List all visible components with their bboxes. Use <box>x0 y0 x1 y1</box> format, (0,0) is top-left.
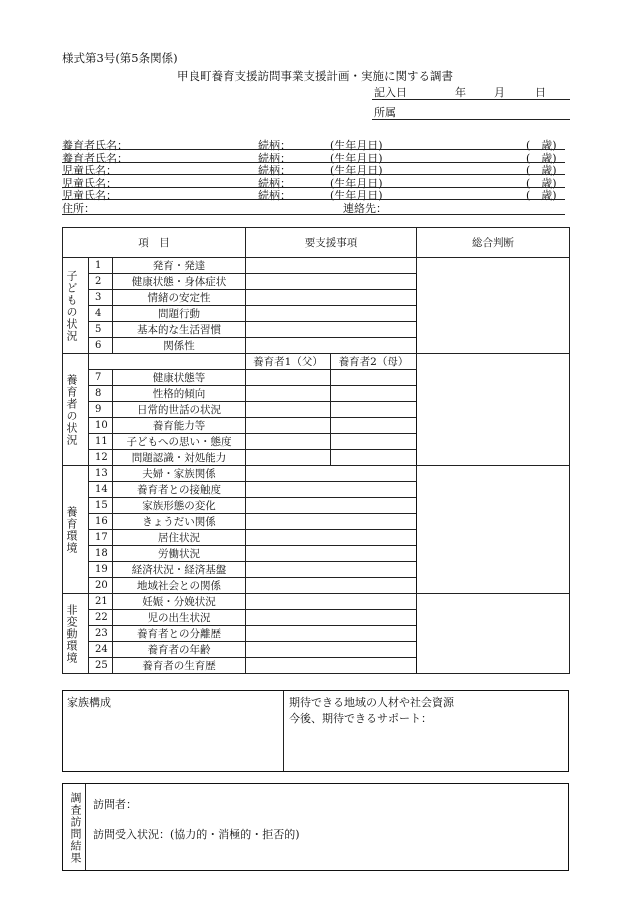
item-number: 24 <box>89 642 113 658</box>
support-cell[interactable] <box>246 642 417 658</box>
visit-divider <box>85 784 86 870</box>
person-age-label: ( 歳) <box>526 164 557 178</box>
guardian1-header: 養育者1（父） <box>246 354 331 370</box>
item-label: 労働状況 <box>113 546 246 562</box>
support-cell[interactable] <box>246 658 417 674</box>
item-label: 養育者との分離歴 <box>113 626 246 642</box>
person-birth-label: (生年月日) <box>330 189 383 203</box>
record-date-underline <box>372 99 570 100</box>
person-age-label: ( 歳) <box>526 139 557 152</box>
guardian2-cell[interactable] <box>331 370 417 386</box>
item-label: 経済状況・経済基盤 <box>113 562 246 578</box>
guardian2-header: 養育者2（母） <box>331 354 417 370</box>
item-number: 12 <box>89 450 113 466</box>
item-number: 16 <box>89 514 113 530</box>
assessment-table <box>62 227 570 674</box>
record-date-label: 記入日 <box>374 86 407 99</box>
future-support-label: 今後、期待できるサポート： <box>289 712 432 725</box>
item-number: 21 <box>89 594 113 610</box>
item-label: 問題認識・対処能力 <box>113 450 246 466</box>
person-birth-label: (生年月日) <box>330 176 383 190</box>
support-cell[interactable] <box>246 594 417 610</box>
item-label: 児の出生状況 <box>113 610 246 626</box>
item-number: 6 <box>89 338 113 354</box>
section-label: 子どもの状況 <box>65 269 78 342</box>
item-number: 7 <box>89 370 113 386</box>
person-name-label: 養育者氏名： <box>62 151 128 165</box>
month-label: 月 <box>494 86 505 99</box>
visit-section-label: 調査訪問結果 <box>69 792 82 864</box>
person-underline <box>62 149 565 150</box>
support-cell[interactable] <box>246 258 417 274</box>
support-cell[interactable] <box>246 514 417 530</box>
judgment-cell[interactable] <box>417 466 570 594</box>
column-header-item: 項 目 <box>63 228 246 258</box>
person-relation-label: 続柄： <box>258 139 291 152</box>
item-label: 妊娠・分娩状況 <box>113 594 246 610</box>
document-title: 甲良町養育支援訪問事業支援計画・実施に関する調書 <box>177 69 453 83</box>
section-cell <box>63 466 89 594</box>
support-cell[interactable] <box>246 466 417 482</box>
item-label: 子どもへの思い・態度 <box>113 434 246 450</box>
person-relation-label: 続柄： <box>258 176 291 190</box>
support-cell[interactable] <box>246 482 417 498</box>
person-age-label: ( 歳) <box>526 189 557 203</box>
affiliation-underline <box>372 119 570 120</box>
judgment-cell[interactable] <box>417 354 570 466</box>
section-cell <box>63 354 89 466</box>
acceptance-label: 訪問受入状況：(協力的・消極的・拒否的) <box>93 828 300 841</box>
contact-label: 連絡先： <box>343 202 387 215</box>
item-label: 居住状況 <box>113 530 246 546</box>
person-age-label: ( 歳) <box>526 176 557 190</box>
form-number: 様式第3号(第5条関係) <box>62 51 178 65</box>
guardian1-cell[interactable] <box>246 402 331 418</box>
guardian-header-row <box>63 354 570 370</box>
item-label: 養育能力等 <box>113 418 246 434</box>
affiliation-label: 所属 <box>374 106 396 119</box>
column-header-judgment: 総合判断 <box>417 228 570 258</box>
section-label: 非変動環境 <box>65 603 78 664</box>
person-birth-label: (生年月日) <box>330 139 383 152</box>
person-age-label: ( 歳) <box>526 151 557 165</box>
section-label: 養育環境 <box>65 505 78 554</box>
item-number: 2 <box>89 274 113 290</box>
person-relation-label: 続柄： <box>258 164 291 178</box>
address-label: 住所： <box>62 202 95 215</box>
item-number: 13 <box>89 466 113 482</box>
item-number: 20 <box>89 578 113 594</box>
item-number: 4 <box>89 306 113 322</box>
item-label: 養育者の年齢 <box>113 642 246 658</box>
person-underline <box>62 174 565 175</box>
family-label: 家族構成 <box>67 696 111 709</box>
item-number: 11 <box>89 434 113 450</box>
person-underline <box>62 187 565 188</box>
section-cell <box>63 258 89 354</box>
table-row <box>63 466 570 482</box>
item-number: 25 <box>89 658 113 674</box>
table-row <box>63 594 570 610</box>
person-name-label: 児童氏名： <box>62 176 117 190</box>
column-header-support: 要支援事項 <box>246 228 417 258</box>
table-row <box>63 258 570 274</box>
support-cell[interactable] <box>246 562 417 578</box>
family-divider <box>283 691 284 771</box>
person-name-label: 児童氏名： <box>62 164 117 178</box>
judgment-cell[interactable] <box>417 258 570 354</box>
guardian2-cell[interactable] <box>331 418 417 434</box>
resources-label: 期待できる地域の人材や社会資源 <box>289 696 454 709</box>
item-number: 17 <box>89 530 113 546</box>
item-number: 23 <box>89 626 113 642</box>
item-number: 1 <box>89 258 113 274</box>
item-number: 14 <box>89 482 113 498</box>
item-number: 3 <box>89 290 113 306</box>
section-cell <box>63 594 89 674</box>
item-label: 健康状態・身体症状 <box>113 274 246 290</box>
address-underline <box>62 214 565 215</box>
item-label: 日常的世話の状況 <box>113 402 246 418</box>
guardian2-cell[interactable] <box>331 386 417 402</box>
guardian2-cell[interactable] <box>331 402 417 418</box>
support-cell[interactable] <box>246 322 417 338</box>
item-label: 問題行動 <box>113 306 246 322</box>
person-birth-label: (生年月日) <box>330 164 383 178</box>
person-relation-label: 続柄： <box>258 189 291 203</box>
year-label: 年 <box>455 86 466 99</box>
support-cell[interactable] <box>246 578 417 594</box>
item-label: 夫婦・家族関係 <box>113 466 246 482</box>
item-label: 健康状態等 <box>113 370 246 386</box>
item-number: 8 <box>89 386 113 402</box>
item-label: 地域社会との関係 <box>113 578 246 594</box>
family-box <box>62 690 569 772</box>
item-label: 家族形態の変化 <box>113 498 246 514</box>
person-name-label: 児童氏名： <box>62 189 117 203</box>
support-cell[interactable] <box>246 530 417 546</box>
section-label: 養育者の状況 <box>65 373 78 446</box>
item-number: 18 <box>89 546 113 562</box>
person-underline <box>62 162 565 163</box>
guardian2-cell[interactable] <box>331 434 417 450</box>
support-cell[interactable] <box>246 546 417 562</box>
item-label: 基本的な生活習慣 <box>113 322 246 338</box>
visitor-label: 訪問者： <box>93 798 137 811</box>
item-label: きょうだい関係 <box>113 514 246 530</box>
person-underline <box>62 199 565 200</box>
item-number: 22 <box>89 610 113 626</box>
item-number: 19 <box>89 562 113 578</box>
judgment-cell[interactable] <box>417 594 570 674</box>
blank-cell <box>89 354 246 370</box>
item-label: 性格的傾向 <box>113 386 246 402</box>
support-cell[interactable] <box>246 274 417 290</box>
item-number: 5 <box>89 322 113 338</box>
support-cell[interactable] <box>246 498 417 514</box>
guardian1-cell[interactable] <box>246 418 331 434</box>
person-relation-label: 続柄： <box>258 151 291 165</box>
item-label: 情緒の安定性 <box>113 290 246 306</box>
support-cell[interactable] <box>246 626 417 642</box>
item-number: 15 <box>89 498 113 514</box>
day-label: 日 <box>535 86 546 99</box>
item-label: 関係性 <box>113 338 246 354</box>
item-number: 9 <box>89 402 113 418</box>
guardian1-cell[interactable] <box>246 386 331 402</box>
guardian1-cell[interactable] <box>246 434 331 450</box>
support-cell[interactable] <box>246 290 417 306</box>
item-number: 10 <box>89 418 113 434</box>
support-cell[interactable] <box>246 610 417 626</box>
item-label: 発育・発達 <box>113 258 246 274</box>
guardian2-cell[interactable] <box>331 450 417 466</box>
person-birth-label: (生年月日) <box>330 151 383 165</box>
support-cell[interactable] <box>246 338 417 354</box>
item-label: 養育者の生育歴 <box>113 658 246 674</box>
guardian1-cell[interactable] <box>246 370 331 386</box>
item-label: 養育者との接触度 <box>113 482 246 498</box>
visit-box <box>62 783 569 871</box>
person-name-label: 養育者氏名： <box>62 139 128 152</box>
support-cell[interactable] <box>246 306 417 322</box>
guardian1-cell[interactable] <box>246 450 331 466</box>
